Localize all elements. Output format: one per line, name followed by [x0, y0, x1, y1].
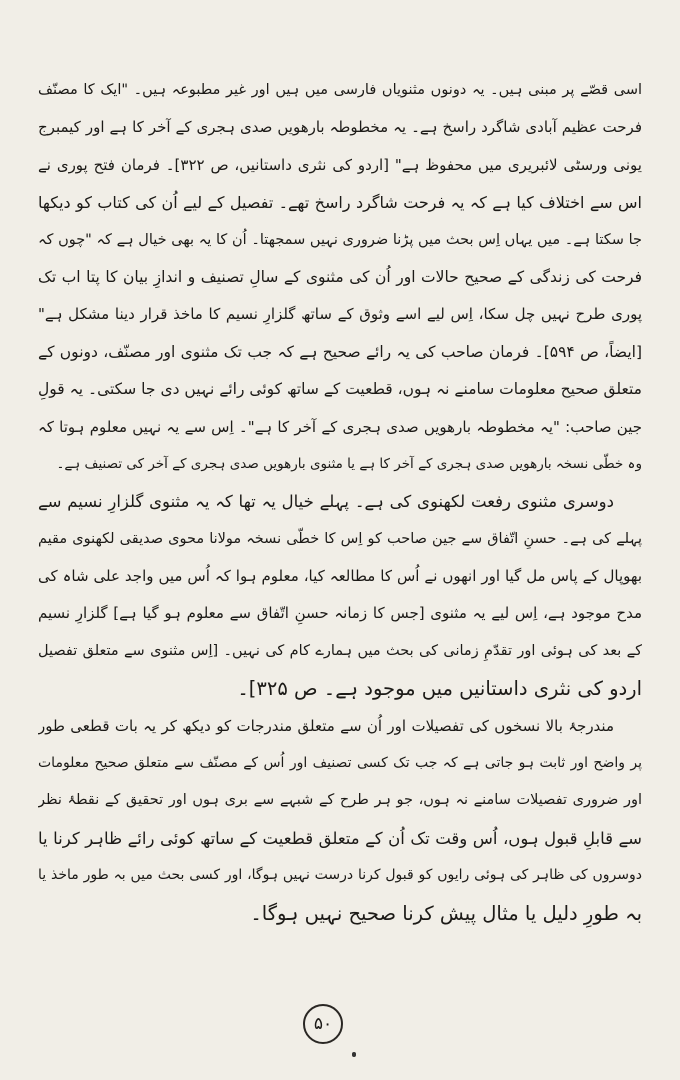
text-line: [ایضاً، ص ۵۹۴]۔ فرمان صاحب کی یہ رائے صحیح ہے کہ جب تک مثنوی اور مصنّف، دونوں کے: [38, 342, 642, 361]
text-line: بہ طورِ دلیل یا مثال پیش کرنا صحیح نہیں ہوگا۔: [250, 901, 642, 925]
text-line: فرحت عظیم آبادی شاگرد راسخ ہے۔ یہ مخطوطہ بارھویں صدی ہجری کے آخر کا ہے اور کیمبرج: [38, 118, 642, 137]
page-number: ۵۰: [303, 1004, 343, 1044]
text-line: وہ خطّی نسخہ بارھویں صدی ہجری کے آخر کا ہے یا مثنوی بارھویں صدی ہجری کے آخر کی تصنیف ہے۔: [56, 455, 642, 472]
text-line: اردو کی نثری داستانیں میں موجود ہے۔ ص ۳۲۵]۔: [237, 677, 642, 701]
text-line: اس سے اختلاف کیا ہے کہ یہ فرحت شاگرد راسخ تھے۔ تفصیل کے لیے اُن کی کتاب کو دیکھا: [38, 193, 642, 213]
text-line: متعلق صحیح معلومات سامنے نہ ہوں، قطعیت کے ساتھ کوئی رائے نہیں دی جا سکتی۔ یہ قولِ: [38, 380, 642, 399]
text-line: کے بعد کی ہوئی اور تقدّمِ زمانی کی بحث میں ہمارے کام کی نہیں۔ [اِس مثنوی سے متعلق تفصیل: [38, 642, 642, 659]
text-line: سے قابلِ قبول ہوں، اُس وقت تک اُن کے متعلق قطعیت کے ساتھ کوئی رائے ظاہر کرنا یا: [38, 828, 642, 848]
text-line: اسی قصّے پر مبنی ہیں۔ یہ دونوں مثنویاں فارسی میں ہیں اور غیر مطبوعہ ہیں۔ "ایک کا مصنّف: [38, 82, 642, 98]
text-line: جا سکتا ہے۔ میں یہاں اِس بحث میں پڑنا ضروری نہیں سمجھتا۔ اُن کا یہ بھی خیال ہے کہ "چوں کہ: [38, 231, 642, 248]
text-line: پوری طرح نہیں چل سکا، اِس لیے اسے وثوق کے ساتھ گلزارِ نسیم کا ماخذ قرار دینا مشکل ہے": [38, 305, 642, 324]
text-line: فرحت کی زندگی کے صحیح حالات اور اُن کی مثنوی کے سالِ تصنیف و اندازِ بیان کا پتا اب تک: [38, 267, 642, 286]
ink-speck: [352, 1052, 356, 1057]
text-line: دوسری مثنوی رفعت لکھنوی کی ہے۔ پہلے خیال یہ تھا کہ یہ مثنوی گلزارِ نسیم سے: [38, 492, 614, 512]
text-line: اور ضروری تفصیلات سامنے نہ ہوں، جو ہر طرح کے شبہے سے بری ہوں اور تحقیق کے نقطۂ نظر: [38, 792, 642, 809]
text-line: دوسروں کی ظاہر کی ہوئی رایوں کو قبول کرنا درست نہیں ہوگا، اور کسی بحث میں بہ طور ماخذ یا: [38, 867, 642, 884]
text-line: یونی ورسٹی لائبریری میں محفوظ ہے" [اردو کی نثری داستانیں، ص ۳۲۲]۔ فرمان فتح پوری نے: [38, 155, 642, 174]
body-text: [38, 72, 642, 932]
text-line: مندرجۂ بالا نسخوں کی تفصیلات اور اُن سے متعلق مندرجات کو دیکھ کر یہ بات قطعی طور: [38, 716, 614, 735]
text-line: بھوپال کے پاس مل گیا اور انھوں نے اُس کا مطالعہ کیا، معلوم ہوا کہ اُس میں واجد علی شاہ کی: [38, 567, 642, 586]
text-line: مدح موجود ہے، اِس لیے یہ مثنوی [جس کا زمانہ حسنِ اتّفاق سے معلوم ہو گیا ہے] گلزارِ نسیم: [38, 604, 642, 623]
text-line: جین صاحب: "یہ مخطوطہ بارھویں صدی ہجری کے آخر کا ہے"۔ اِس سے یہ نہیں معلوم ہوتا کہ: [38, 417, 642, 436]
text-line: پر واضح اور ثابت ہو جاتی ہے کہ جب تک کسی تصنیف اور اُس کے مصنّف سے متعلق صحیح معلومات: [38, 755, 642, 772]
text-line: پہلے کی ہے۔ حسنِ اتّفاق سے جین صاحب کو اِس کا خطّی نسخہ مولانا محوی صدیقی لکھنوی مقیم: [38, 530, 642, 547]
